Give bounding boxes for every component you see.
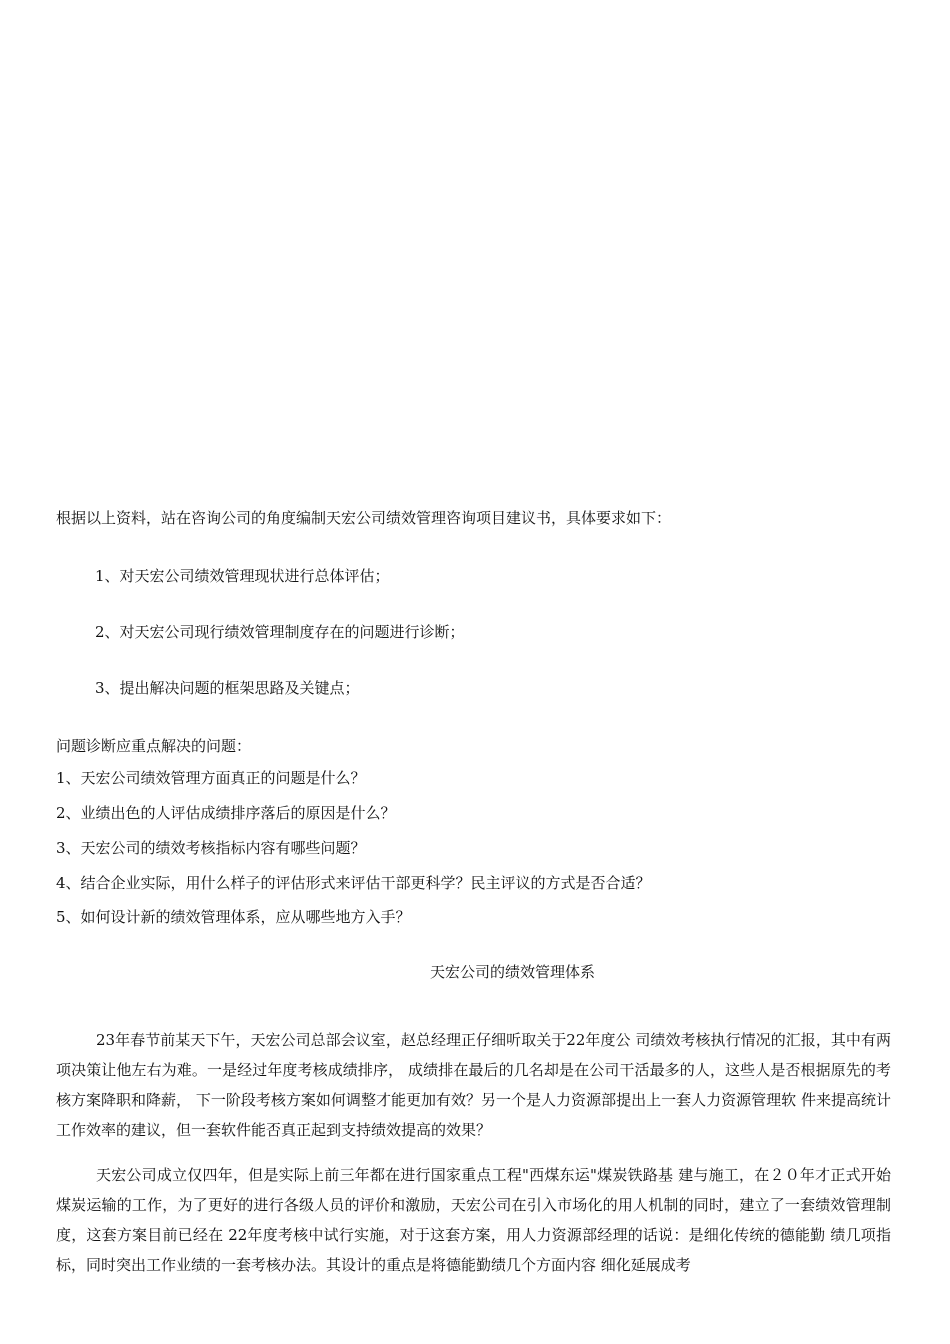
- question-item: 1、天宏公司绩效管理方面真正的问题是什么？: [56, 769, 366, 787]
- requirement-item: 3、提出解决问题的框架思路及关键点；: [95, 679, 360, 697]
- question-item: 5、如何设计新的绩效管理体系，应从哪些地方入手？: [56, 908, 411, 926]
- intro-text: 根据以上资料，站在咨询公司的角度编制天宏公司绩效管理咨询项目建议书，具体要求如下：: [56, 509, 672, 527]
- question-item: 2、业绩出色的人评估成绩排序落后的原因是什么？: [56, 804, 396, 822]
- case-paragraph: 天宏公司成立仅四年，但是实际上前三年都在进行国家重点工程"西煤东运"煤炭铁路基 建与施工，在２０年才正式开始煤炭运输的工作，为了更好的进行各级人员的评价和激励，天宏公司在引入市场化的用人机制的同时，建立了一套绩效管理制度，这套方案目前已经在 22年度考核中试行实施，对于这套方案，用人力资源部经理的话说：是细化传统的德能勤 绩几项指标，同时突出工作业绩的一套考核办法。其设计的重点是将德能勤绩几个方面内容 细化延展成考: [56, 1166, 891, 1274]
- case-paragraph: 23年春节前某天下午，天宏公司总部会议室，赵总经理正仔细听取关于22年度公 司绩效考核执行情况的汇报，其中有两项决策让他左右为难。一是经过年度考核成绩排序， 成绩排在最后的几名却是在公司干活最多的人，这些人是否根据原先的考核方案降职和降薪， 下一阶段考核方案如何调整才能更加有效？另一个是人力资源部提出上一套人力资源管理软 件来提高统计工作效率的建议，但一套软件能否真正起到支持绩效提高的效果？: [56, 1031, 891, 1139]
- questions-heading: 问题诊断应重点解决的问题：: [56, 737, 252, 755]
- requirement-item: 2、对天宏公司现行绩效管理制度存在的问题进行诊断；: [95, 623, 465, 641]
- requirement-item: 1、对天宏公司绩效管理现状进行总体评估；: [95, 567, 390, 585]
- question-item: 3、天宏公司的绩效考核指标内容有哪些问题？: [56, 839, 366, 857]
- case-title: 天宏公司的绩效管理体系: [430, 963, 596, 981]
- question-item: 4、结合企业实际，用什么样子的评估形式来评估干部更科学？民主评议的方式是否合适？: [56, 874, 651, 892]
